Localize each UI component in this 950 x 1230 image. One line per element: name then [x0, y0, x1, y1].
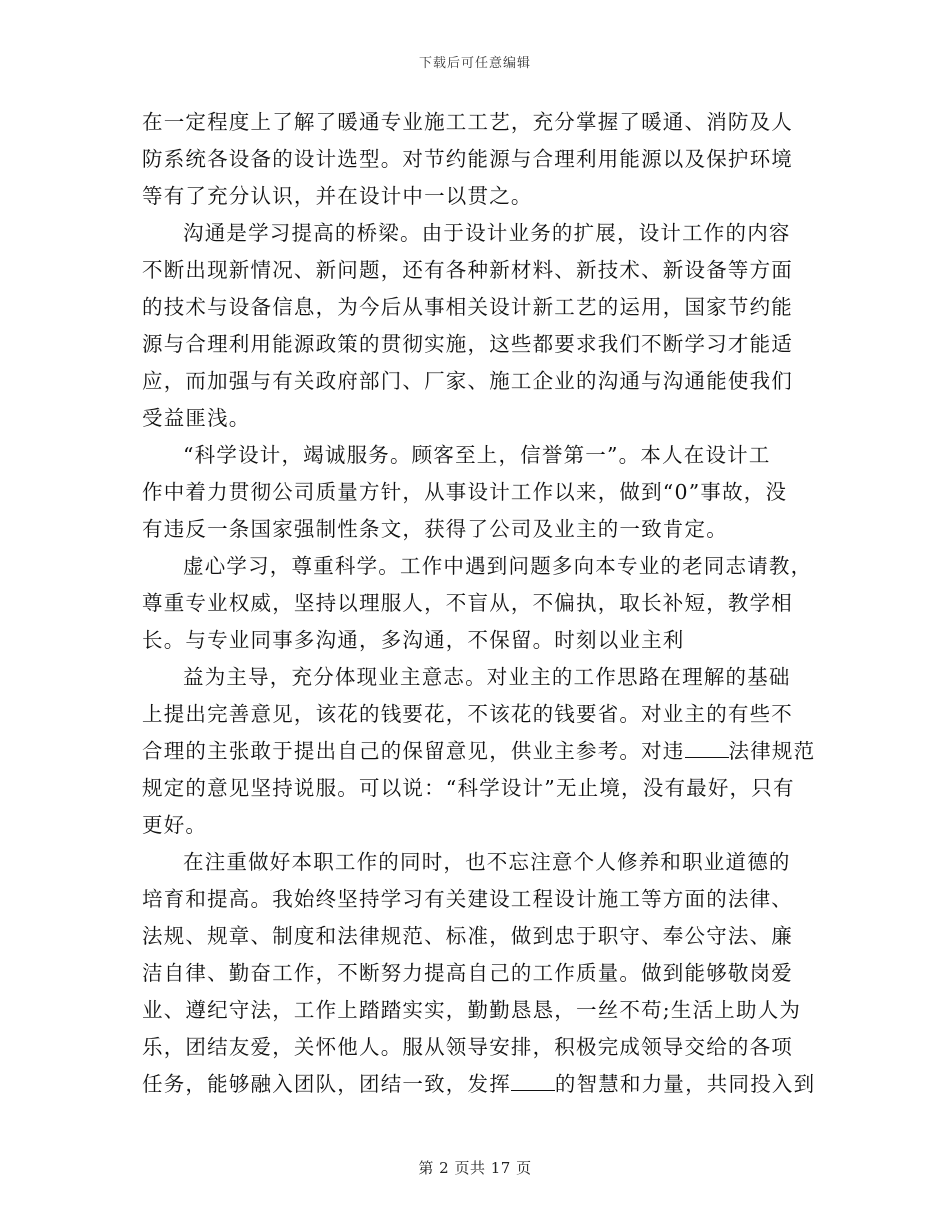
- text-line: [142, 696, 810, 733]
- text-line-content: 业、遵纪守法，工作上踏踏实实，勤勤恳恳，一丝不苟;生活上助人为: [142, 998, 802, 1022]
- text-line-content: 培育和提高。我始终坚持学习有关建设工程设计施工等方面的法律、: [142, 887, 793, 911]
- text-line-content: 洁自律、勤奋工作，不断努力提高自己的工作质量。做到能够敬岗爱: [142, 961, 793, 985]
- text-line: [142, 326, 810, 363]
- text-line: [142, 141, 810, 178]
- text-line-content: 尊重专业权威，坚持以理服人，不盲从，不偏执，取长补短，教学相: [142, 591, 793, 615]
- text-line-content: 等有了充分认识，并在设计中一以贯之。: [142, 184, 533, 208]
- text-line: [142, 548, 813, 585]
- text-line-content: 作中着力贯彻公司质量方针，从事设计工作以来，做到“0”事故，没: [142, 480, 788, 504]
- text-line-content: 规定的意见坚持说服。可以说：“科学设计”无止境，没有最好，只有: [142, 776, 795, 800]
- text-line-content: 虚心学习，尊重科学。工作中遇到问题多向本专业的老同志请教，: [183, 554, 813, 578]
- fill-in-blank: [685, 757, 729, 758]
- text-line: [142, 1066, 816, 1103]
- text-line-content: 不断出现新情况、新问题，还有各种新材料、新技术、新设备等方面: [142, 258, 793, 282]
- text-line: [142, 215, 810, 252]
- text-line: [142, 400, 810, 437]
- text-line-content: 乐，团结友爱，关怀他人。服从领导安排，积极完成领导交给的各项: [142, 1035, 793, 1059]
- text-line-content: 在一定程度上了解了暖通专业施工工艺，充分掌握了暖通、消防及人: [142, 110, 793, 134]
- text-line-content: 的技术与设备信息，为今后从事相关设计新工艺的运用，国家节约能: [142, 295, 793, 319]
- text-line: [142, 585, 810, 622]
- page-header: 下载后可任意编辑: [418, 56, 531, 71]
- text-line: [142, 289, 810, 326]
- text-line: [142, 104, 810, 141]
- text-line-content: 法规、规章、制度和法律规范、标准，做到忠于职守、奉公守法、廉: [142, 924, 793, 948]
- text-line-content: 更好。: [142, 813, 208, 837]
- text-line: [142, 844, 810, 881]
- document-body: [142, 104, 816, 1103]
- text-line: [142, 992, 810, 1029]
- text-line-content: 在注重做好本职工作的同时，也不忘注意个人修养和职业道德的: [183, 850, 791, 874]
- text-line-content: 源与合理利用能源政策的贯彻实施，这些都要求我们不断学习才能适: [142, 332, 793, 356]
- page-footer: 第 2 页共 17 页: [418, 1159, 532, 1177]
- text-line: [142, 511, 810, 548]
- text-line-content: 防系统各设备的设计选型。对节约能源与合理利用能源以及保护环境: [142, 147, 793, 171]
- text-line-continuation: 法律规范: [728, 739, 816, 763]
- text-line-content: 合理的主张敢于提出自己的保留意见，供业主参考。对违: [142, 739, 685, 763]
- text-line: [142, 474, 810, 511]
- text-line: [142, 363, 810, 400]
- text-line: [142, 252, 810, 289]
- text-line: [142, 733, 816, 770]
- text-line: [142, 437, 810, 474]
- text-line: [142, 178, 810, 215]
- text-line-content: 受益匪浅。: [142, 406, 251, 430]
- text-line: [142, 881, 810, 918]
- text-line: [142, 918, 810, 955]
- text-line: [142, 770, 810, 807]
- text-line-content: 上提出完善意见，该花的钱要花，不该花的钱要省。对业主的有些不: [142, 702, 793, 726]
- text-line-content: 益为主导，充分体现业主意志。对业主的工作思路在理解的基础: [183, 665, 791, 689]
- text-line: [142, 622, 810, 659]
- text-line: [142, 659, 810, 696]
- fill-in-blank: [511, 1090, 555, 1091]
- text-line-content: 应，而加强与有关政府部门、厂家、施工企业的沟通与沟通能使我们: [142, 369, 793, 393]
- text-line-content: 任务，能够融入团队，团结一致，发挥: [142, 1072, 511, 1096]
- text-line-content: 长。与专业同事多沟通，多沟通，不保留。时刻以业主利: [142, 628, 685, 652]
- text-line: [142, 1029, 810, 1066]
- text-line-content: “科学设计，竭诚服务。顾客至上，信誉第一”。本人在设计工: [183, 443, 771, 467]
- text-line: [142, 807, 810, 844]
- text-line-content: 沟通是学习提高的桥梁。由于设计业务的扩展，设计工作的内容: [183, 221, 791, 245]
- text-line: [142, 955, 810, 992]
- text-line-content: 有违反一条国家强制性条文，获得了公司及业主的一致肯定。: [142, 517, 728, 541]
- text-line-continuation: 的智慧和力量，共同投入到: [554, 1072, 816, 1096]
